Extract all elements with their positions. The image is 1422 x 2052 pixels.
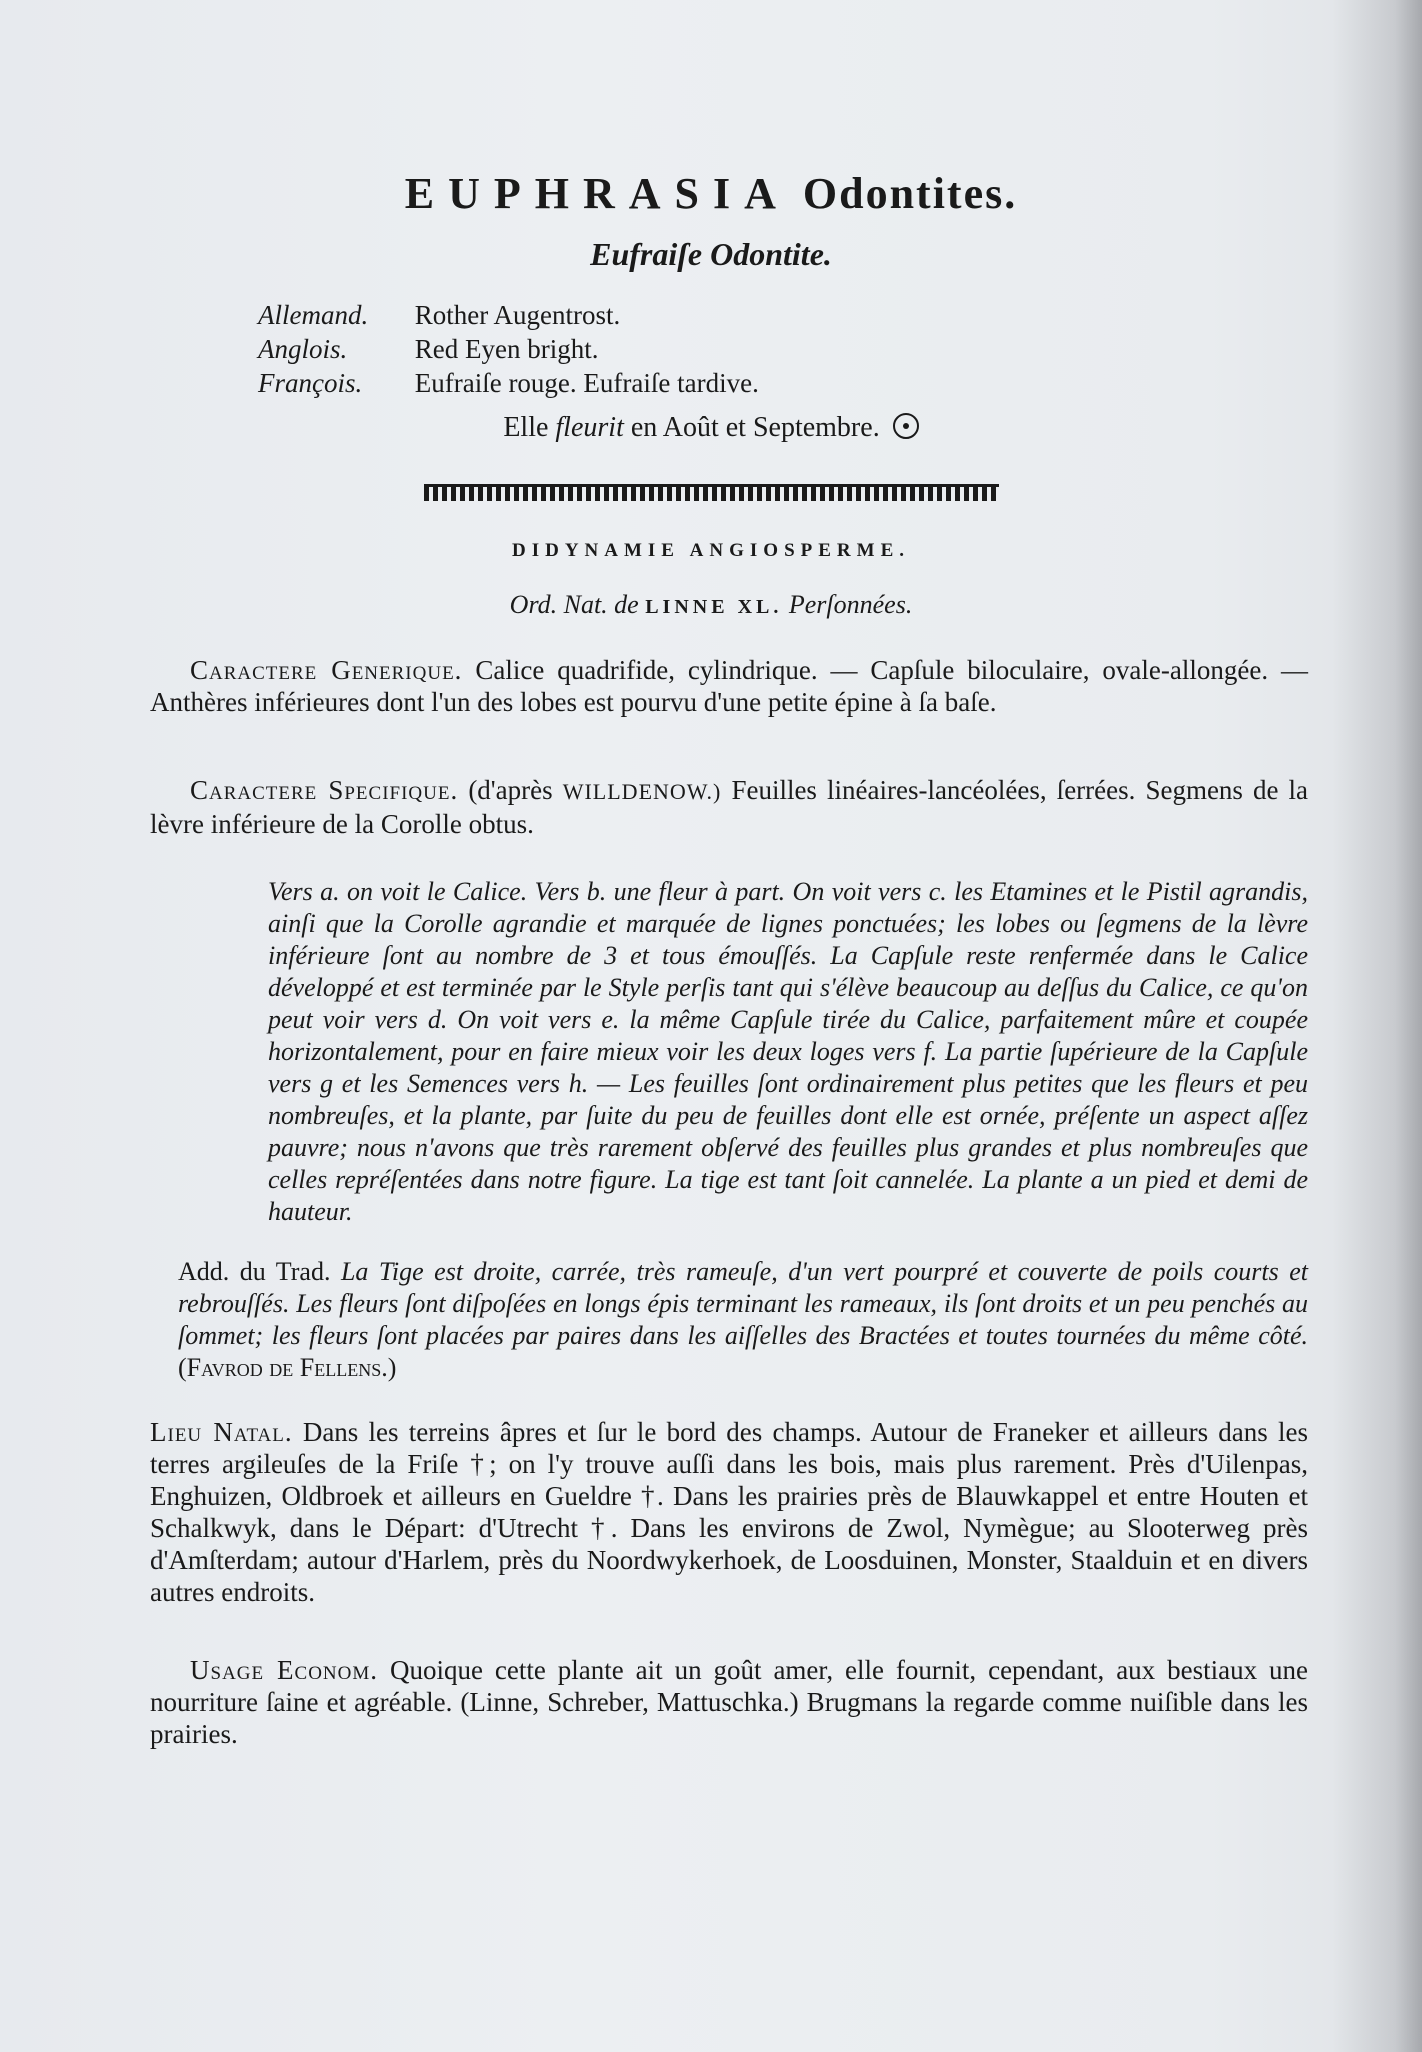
genus-name: EUPHRASIA [404, 169, 790, 218]
french-name: Eufraiſe Odontite. [590, 236, 832, 272]
specific-character [150, 774, 1308, 840]
ornamental-rule [424, 484, 999, 501]
specific-character-prefix: (d'après [468, 775, 553, 805]
native-habitat-label: Lieu Natal. [150, 1417, 293, 1447]
figure-description [268, 876, 1308, 1228]
specific-character-author: WILLDENOW.) [562, 779, 722, 804]
species-name: Odontites. [802, 169, 1018, 218]
language-label: Allemand. [258, 300, 369, 330]
specific-character-label: Caractere Specifique. [190, 775, 459, 805]
language-label: François. [258, 368, 363, 398]
specific-character-text: Feuilles linéaires-lancéolées, ſerrées. Segmens de la lèvre inférieure de la Corolle obtus. [150, 775, 1309, 839]
generic-character [150, 654, 1308, 718]
translator-addition-text: La Tige est droite, carrée, très rameuſe, d'un vert pourpré et couverte de poils courts et rebrouſſés. Les fleurs ſont diſpoſées en longs épis terminant les rameaux, ils ſont droits et un peu penchés au ſommet; les fleurs ſont placées par paires dans les aiſſelles des Bractées et toutes tournées du même côté. [178, 1257, 1308, 1350]
common-names [258, 298, 759, 400]
figure-description-text: Vers a. on voit le Calice. Vers b. une fleur à part. On voit vers c. les Etamines et le Pistil agrandis, ainſi que la Corolle agrandie et marquée de lignes ponctuées; les lobes ou ſegmens de la lèvre inférieure ſont au nombre de 3 et tous émouſſés. La Capſule reste renfermée dans le Calice développé et est terminée par le Style perſis tant qui s'élève beaucoup au deſſus du Calice, ce qu'on peut voir vers d. On voit vers e. la même Capſule tirée du Calice, parfaitement mûre et coupée horizontalement, pour en faire mieux voir les deux loges vers f. La partie ſupérieure de la Capſule vers g et les Semences vers h. — Les feuilles ſont ordinairement plus petites que les fleurs et peu nombreuſes, et la plante, par ſuite du peu de feuilles dont elle est ornée, préſente un aspect aſſez pauvre; nous n'avons que très rarement obſervé des feuilles plus grandes et plus nombreuſes que celles repréſentées dans notre figure. La tige est tant ſoit cannelée. La plante a un pied et demi de hauteur. [268, 877, 1308, 1226]
generic-character-text: Calice quadrifide, cylindrique. — Capſule biloculaire, ovale-allongée. — Anthères inférieures dont l'un des lobes est pourvu d'une petite épine à ſa baſe. [150, 655, 1308, 717]
generic-character-label: Caractere Generique. [190, 655, 463, 685]
page-gutter-shadow [1332, 0, 1422, 2052]
annual-symbol-icon [893, 413, 919, 439]
translator-addition-label: Add. du Trad. [178, 1257, 331, 1286]
common-name-row [258, 298, 759, 332]
native-habitat [150, 1416, 1308, 1608]
economic-use-label: Usage Econom. [190, 1655, 379, 1685]
page-title [0, 168, 1422, 219]
economic-use [150, 1654, 1308, 1750]
flowering-verb: fleurit [555, 412, 624, 443]
common-name-row [258, 332, 759, 366]
order-author: LINNE XL. [645, 596, 783, 618]
flowering-period: en Août et Septembre. [630, 412, 880, 443]
flowering-text: Elle [503, 412, 549, 443]
order-prefix: Ord. Nat. de [509, 590, 639, 619]
native-habitat-text: Dans les terreins âpres et ſur le bord des champs. Autour de Franeker et ailleurs dans les terres argileuſes de la Friſe †; on l'y trouve auſſi dans les bois, mais plus rarement. Près d'Uilenpas, Enghuizen, Oldbroek et ailleurs en Gueldre †. Dans les prairies près de Blauwkappel et entre Houten et Schalkwyk, dans le Départ: d'Utrecht †. Dans les environs de Zwol, Nymègue; au Slooterweg près d'Amſterdam; autour d'Harlem, près du Noordwykerhoek, de Loosduinen, Monster, Staalduin et en divers autres endroits. [150, 1417, 1308, 1607]
common-name-row [258, 366, 759, 400]
common-name: Red Eyen bright. [414, 334, 599, 364]
order-name: Perſonnées. [788, 590, 913, 619]
natural-order [0, 590, 1422, 620]
translator-signature: (Favrod de Fellens.) [178, 1353, 397, 1382]
common-name: Rother Augentrost. [414, 300, 621, 330]
flowering-line [0, 410, 1422, 444]
common-name: Eufraiſe rouge. Eufraiſe tardive. [414, 368, 759, 398]
economic-use-text: Quoique cette plante ait un goût amer, elle fournit, cependant, aux bestiaux une nourriture ſaine et agréable. (Linne, Schreber, Mattuschka.) Brugmans la regarde comme nuiſible dans les prairies. [150, 1655, 1309, 1749]
language-label: Anglois. [258, 334, 348, 364]
linnaean-class: DIDYNAMIE ANGIOSPERME. [511, 540, 911, 561]
translator-addition [178, 1256, 1308, 1384]
